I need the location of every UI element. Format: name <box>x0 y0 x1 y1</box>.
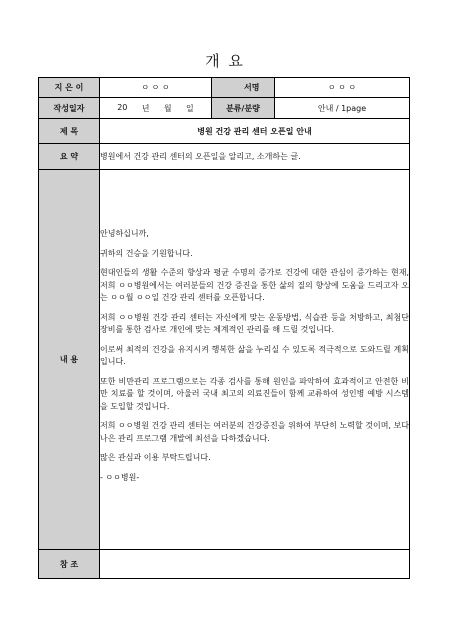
content-body <box>100 170 410 550</box>
overview-form <box>38 77 410 579</box>
class-value: 안내 / 1page <box>275 98 410 119</box>
date-row <box>39 98 410 119</box>
subject-label: 제 목 <box>39 119 100 144</box>
summary-label: 요 약 <box>39 144 100 170</box>
author-row <box>39 78 410 98</box>
content-paragraph-2: 귀하의 건승을 기원합니다. <box>100 248 193 258</box>
date-value <box>100 98 212 119</box>
reference-label: 참 조 <box>39 550 100 579</box>
sign-label-text: 서 <box>244 83 252 92</box>
subject-value: 병원 건강 관리 센터 오픈일 안내 <box>100 119 410 144</box>
date-d: 일 <box>186 103 194 113</box>
sign-value: ㅇ ㅇ ㅇ <box>275 78 410 98</box>
reference-row <box>39 550 410 579</box>
subject-row <box>39 119 410 144</box>
content-label: 내 용 <box>39 170 100 550</box>
content-paragraph-4: 저희 ㅇㅇ병원 건강 관리 센터는 자신에게 맞는 운동방법, 식습관 등을 처방하고, 최첨단 장비를 통한 검사로 개인에 맞는 체계적인 관리를 해 드릴 것입니다. <box>100 312 409 334</box>
sign-label <box>212 78 275 98</box>
content-paragraph-9: - ㅇㅇ병원- <box>100 472 140 482</box>
date-y: 년 <box>141 103 150 113</box>
date-label: 작성일자 <box>39 98 100 119</box>
content-row <box>39 170 410 550</box>
summary-value: 병원에서 건강 관리 센터의 오픈일을 알리고, 소개하는 글. <box>100 144 410 170</box>
document-title: 개 요 <box>205 52 245 70</box>
date-m: 월 <box>163 103 172 113</box>
content-paragraph-6: 또한 비만관리 프로그램으로는 각종 검사를 통해 원인을 파악하여 효과적이고 안전한 비만 치료를 할 것이며, 아울러 국내 최고의 의료진들이 함께 교류하여 성인병 예방 시스템을 도입할 것입니다. <box>100 376 409 411</box>
class-label: 분류/분량 <box>212 98 275 119</box>
author-label: 지 은 이 <box>39 78 100 98</box>
content-paragraph-7: 저희 ㅇㅇ병원 건강 관리 센터는 여러분의 건강증진을 위하여 부단히 노력할 것이며, 보다 나은 관리 프로그램 개발에 최선을 다하겠습니다. <box>100 421 409 443</box>
date-year: 20 <box>117 102 128 112</box>
author-value: ㅇ ㅇ ㅇ <box>100 78 212 98</box>
summary-row <box>39 144 410 170</box>
content-paragraph-5: 이로써 최적의 건강을 유지시켜 행복한 삶을 누리실 수 있도록 적극적으로 도와드릴 계획입니다. <box>100 344 409 366</box>
content-paragraph-1: 안녕하십니까, <box>100 229 149 238</box>
reference-value <box>100 550 410 579</box>
sign-label-text-2: 명 <box>251 83 260 92</box>
content-paragraph-3: 현대인들의 생활 수준의 향상과 평균 수명의 증가로 건강에 대한 관심이 증가하는 현재, 저희 ㅇㅇ병원에서는 여러분들의 건강 증진을 통한 삶의 질의 향상에 도움을 드리고자 오는 ㅇㅇ월 ㅇㅇ일 건강 관리 센터를 오픈합니다. <box>100 268 409 302</box>
content-paragraph-8: 많은 관심과 이용 부탁드립니다. <box>100 453 211 462</box>
